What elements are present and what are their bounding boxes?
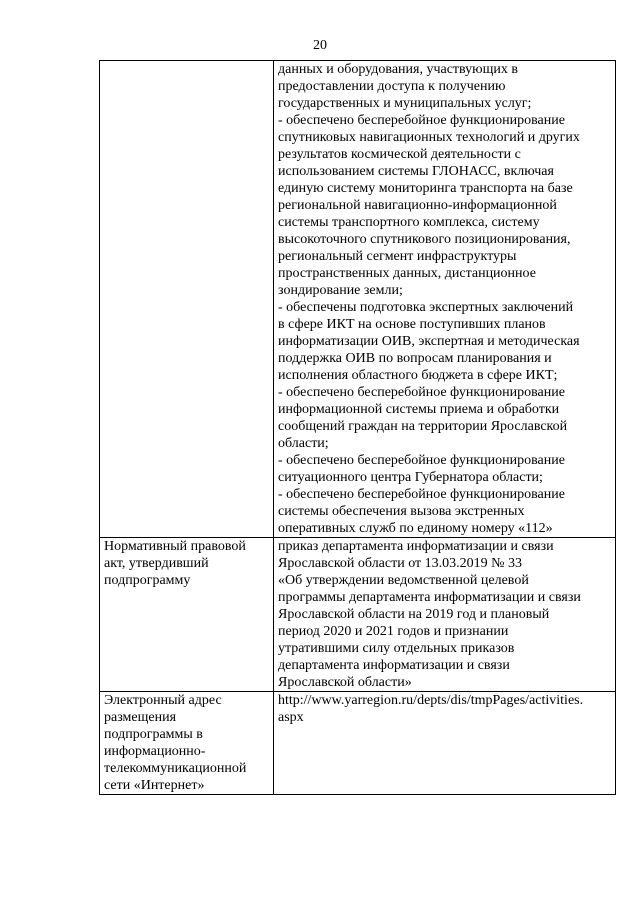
- text-line: системы транспортного комплекса, систему: [278, 215, 540, 230]
- text-line: Электронный адрес: [104, 693, 222, 708]
- legal-act-value: [278, 538, 612, 691]
- text-line: единую систему мониторинга транспорта на базе: [278, 181, 573, 196]
- text-line: размещения: [104, 710, 177, 725]
- text-line: Ярославской области от 13.03.2019 № 33: [278, 556, 523, 571]
- legal-act-label: [104, 538, 270, 589]
- text-line: департамента информатизации и связи: [278, 658, 510, 673]
- text-line: - обеспечены подготовка экспертных заключений: [278, 300, 574, 315]
- text-line: - обеспечено бесперебойное функционирование: [278, 113, 565, 128]
- text-line: акт, утвердивший: [104, 556, 209, 571]
- text-line: государственных и муниципальных услуг;: [278, 96, 532, 111]
- results-value: [278, 61, 612, 537]
- text-line: использованием системы ГЛОНАСС, включая: [278, 164, 554, 179]
- text-line: - обеспечено бесперебойное функционирование: [278, 385, 565, 400]
- text-line: высокоточного спутникового позиционирования,: [278, 232, 571, 247]
- text-line: сети «Интернет»: [104, 778, 205, 793]
- text-line: телекоммуникационной: [104, 761, 247, 776]
- text-line: зондирование земли;: [278, 283, 403, 298]
- text-line: приказ департамента информатизации и связи: [278, 539, 554, 554]
- text-line: области;: [278, 436, 329, 451]
- text-line: системы обеспечения вызова экстренных: [278, 504, 525, 519]
- text-line: программы департамента информатизации и связи: [278, 590, 581, 605]
- text-line: aspx: [278, 710, 304, 725]
- web-address-value-cell: [274, 692, 616, 795]
- text-line: предоставлении доступа к получению: [278, 79, 506, 94]
- text-line: период 2020 и 2021 годов и признании: [278, 624, 509, 639]
- text-line: Ярославской области на 2019 год и плановый: [278, 607, 550, 622]
- text-line: информационной системы приема и обработки: [278, 402, 560, 417]
- text-line: в сфере ИКТ на основе поступивших планов: [278, 317, 546, 332]
- text-line: данных и оборудования, участвующих в: [278, 62, 519, 77]
- page-number: 20: [313, 38, 327, 53]
- results-label-cell: [100, 61, 274, 538]
- text-line: информационно-: [104, 744, 206, 759]
- text-line: утратившими силу отдельных приказов: [278, 641, 515, 656]
- table-row-web-address: [100, 692, 616, 795]
- text-line: «Об утверждении ведомственной целевой: [278, 573, 529, 588]
- text-line: подпрограмму: [104, 573, 191, 588]
- text-line: региональный сегмент инфраструктуры: [278, 249, 517, 264]
- text-line: оперативных служб по единому номеру «112»: [278, 521, 553, 536]
- text-line: Ярославской области»: [278, 675, 412, 690]
- text-line: Нормативный правовой: [104, 539, 246, 554]
- table-row-legal-act: [100, 538, 616, 692]
- web-address-label: [104, 692, 270, 794]
- text-line: ситуационного центра Губернатора области;: [278, 470, 543, 485]
- subprogram-passport-table: [99, 60, 616, 795]
- text-line: пространственных данных, дистанционное: [278, 266, 536, 281]
- text-line: подпрограммы в: [104, 727, 203, 742]
- text-line: поддержка ОИВ по вопросам планирования и: [278, 351, 552, 366]
- legal-act-label-cell: [100, 538, 274, 692]
- web-address-label-cell: [100, 692, 274, 795]
- text-line: сообщений граждан на территории Ярославской: [278, 419, 568, 434]
- text-line: http://www.yarregion.ru/depts/dis/tmpPages/activities.: [278, 693, 584, 708]
- text-line: - обеспечено бесперебойное функционирование: [278, 453, 565, 468]
- legal-act-value-cell: [274, 538, 616, 692]
- text-line: региональной навигационно-информационной: [278, 198, 557, 213]
- text-line: исполнения областного бюджета в сфере ИКТ;: [278, 368, 558, 383]
- text-line: - обеспечено бесперебойное функционирование: [278, 487, 565, 502]
- table-row-results: [100, 61, 616, 538]
- results-value-cell: [274, 61, 616, 538]
- text-line: информатизации ОИВ, экспертная и методическая: [278, 334, 580, 349]
- text-line: спутниковых навигационных технологий и других: [278, 130, 580, 145]
- text-line: результатов космической деятельности с: [278, 147, 521, 162]
- web-address-value[interactable]: [278, 692, 612, 726]
